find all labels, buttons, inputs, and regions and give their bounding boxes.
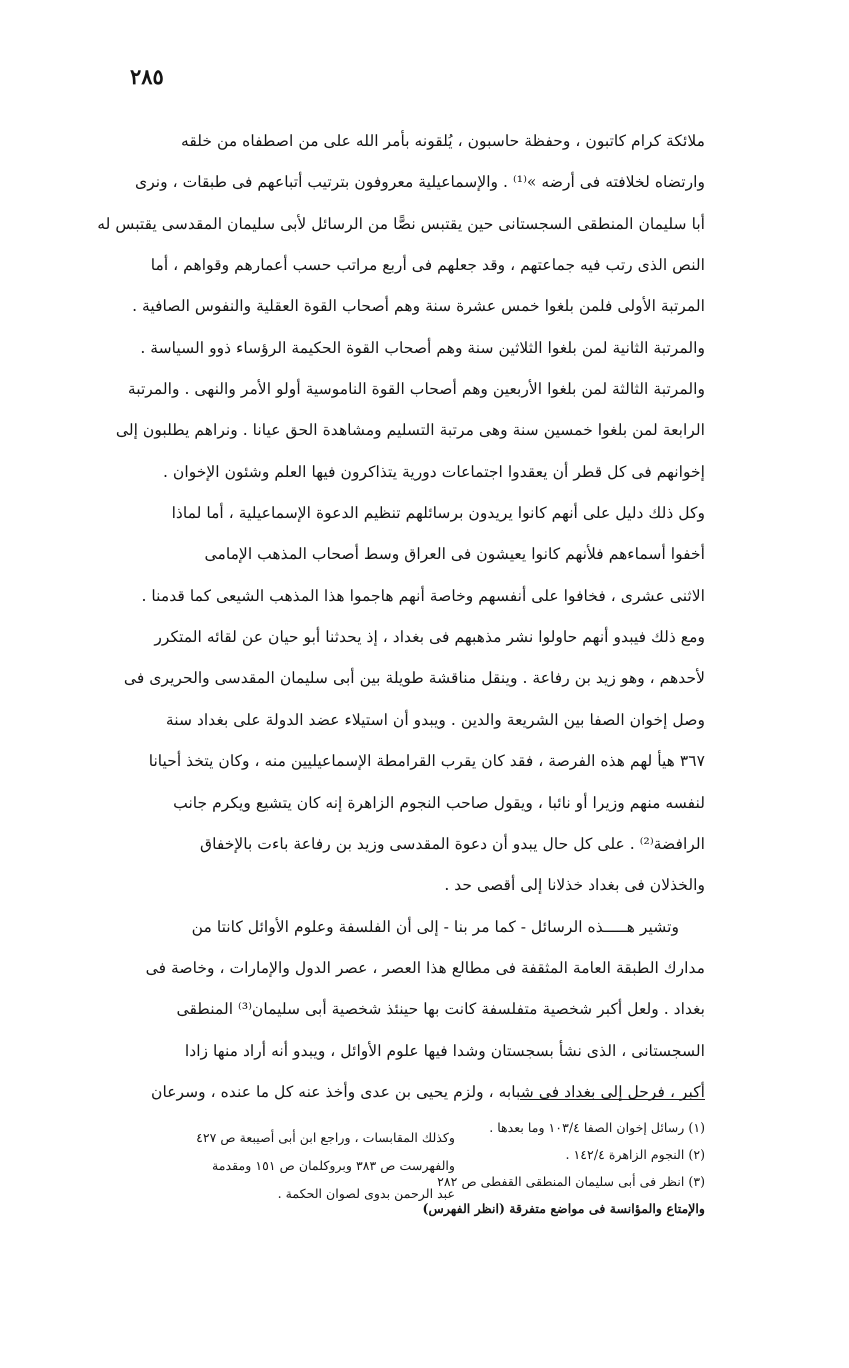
footnote-3-continuation: والفهرست ص ٣٨٣ وبروكلمان ص ١٥١ ومقدمة: [212, 1158, 455, 1173]
text-line: النص الذى رتب فيه جماعتهم ، وقد جعلهم فى أربع مراتب حسب أعمارهم وقواهم ، أما: [150, 256, 705, 275]
text-line: ٣٦٧ هيأ لهم هذه الفرصة ، فقد كان يقرب القرامطة الإسماعيليين منه ، وكان يتخذ أحيانا: [148, 752, 705, 771]
footnotes-left-column: [140, 1124, 455, 1208]
text-line: الرابعة لمن بلغوا خمسين سنة وهى مرتبة التسليم ومشاهدة الحق عيانا . ونراهم يطلبون إلى: [115, 421, 705, 440]
text-line: الاثنى عشرى ، فخافوا على أنفسهم وخاصة أنهم هاجموا هذا المذهب الشيعى كما قدمنا .: [141, 586, 705, 605]
text-line: وارتضاه لخلافته فى أرضه »⁽¹⁾ . والإسماعيلية معروفون بترتيب أتباعهم فى طبقات ، ونرى: [134, 173, 705, 192]
text-line: بغداد . ولعل أكبر شخصية متفلسفة كانت بها حينئذ شخصية أبى سليمان⁽³⁾ المنطقى: [176, 1000, 705, 1019]
footnote-1: (١) رسائل إخوان الصفا ١٠٣/٤ وما بعدها .: [489, 1120, 705, 1135]
footnote-divider: [520, 1099, 705, 1100]
text-line: إخوانهم فى كل قطر أن يعقدوا اجتماعات دورية يتذاكرون فيها العلم وشئون الإخوان .: [163, 462, 705, 481]
footnote-3-continuation: وكذلك المقابسات ، وراجع ابن أبى أصيبعة ص ٤٢٧: [196, 1130, 455, 1145]
text-line: السجستانى ، الذى نشأ بسجستان وشدا فيها علوم الأوائل ، ويبدو أنه أراد منها زادا: [184, 1041, 705, 1060]
text-line: وصل إخوان الصفا بين الشريعة والدين . ويبدو أن استيلاء عضد الدولة على بغداد سنة: [165, 710, 705, 729]
text-line: مدارك الطبقة العامة المثقفة فى مطالع هذا العصر ، عصر الدول والإمارات ، وخاصة فى: [145, 958, 705, 977]
text-line: والخذلان فى بغداد خذلانا إلى أقصى حد .: [444, 876, 705, 895]
footnotes-right-column: [422, 1114, 705, 1222]
paragraph-start-line: وتشير هـــــذه الرسائل - كما مر بنا - إلى أن الفلسفة وعلوم الأوائل كانتا من: [191, 917, 679, 936]
footnote-3-continuation: عبد الرحمن بدوى لصوان الحكمة .: [277, 1186, 455, 1201]
text-line: الرافضة⁽²⁾ . على كل حال يبدو أن دعوة المقدسى وزيد بن رفاعة باءت بالإخفاق: [199, 834, 705, 853]
text-line: المرتبة الأولى فلمن بلغوا خمس عشرة سنة وهم أصحاب القوة العقلية والنفوس الصافية .: [132, 297, 705, 316]
footnote-3-continued: والإمتاع والمؤانسة فى مواضع متفرقة (انظر الفهرس): [422, 1201, 705, 1216]
page-number: ٢٨٥: [130, 64, 164, 89]
body-text: [97, 121, 705, 1113]
text-line: والمرتبة الثالثة لمن بلغوا الأربعين وهم أصحاب القوة الناموسية أولو الأمر والنهى . والمرتبة: [127, 380, 705, 399]
text-line: لنفسه منهم وزيرا أو نائبا ، ويقول صاحب النجوم الزاهرة إنه كان يتشيع ويكرم جانب: [173, 793, 705, 812]
text-line: ومع ذلك فيبدو أنهم حاولوا نشر مذهبهم فى بغداد ، إذ يحدثنا أبو حيان عن لقائه المتكرر: [154, 628, 705, 647]
text-line: وكل ذلك دليل على أنهم كانوا يريدون برسائلهم تنظيم الدعوة الإسماعيلية ، أما لماذا: [171, 504, 705, 523]
footnote-2: (٢) النجوم الزاهرة ١٤٢/٤ .: [565, 1147, 705, 1162]
text-line: أكبر ، فرحل إلى بغداد فى شبابه ، ولزم يحيى بن عدى وأخذ عنه كل ما عنده ، وسرعان: [151, 1082, 705, 1101]
text-line: والمرتبة الثانية لمن بلغوا الثلاثين سنة وهم أصحاب القوة الحكيمة الرؤساء ذوو السياسة .: [140, 338, 705, 357]
footnote-3: (٣) انظر فى أبى سليمان المنطقى القفطى ص ٢٨٢: [437, 1174, 705, 1189]
text-line: لأحدهم ، وهو زيد بن رفاعة . وينقل مناقشة طويلة بين أبى سليمان المقدسى والحريرى فى: [123, 669, 705, 688]
text-line: ملائكة كرام كاتبون ، وحفظة حاسبون ، يُلقونه بأمر الله على من اصطفاه من خلقه: [181, 132, 705, 150]
text-line: أبا سليمان المنطقى السجستانى حين يقتبس نصًّا من الرسائل لأبى سليمان المقدسى يقتبس له: [97, 214, 705, 233]
text-line: أخفوا أسماءهم فلأنهم كانوا يعيشون فى العراق وسط أصحاب المذهب الإمامى: [204, 545, 705, 564]
